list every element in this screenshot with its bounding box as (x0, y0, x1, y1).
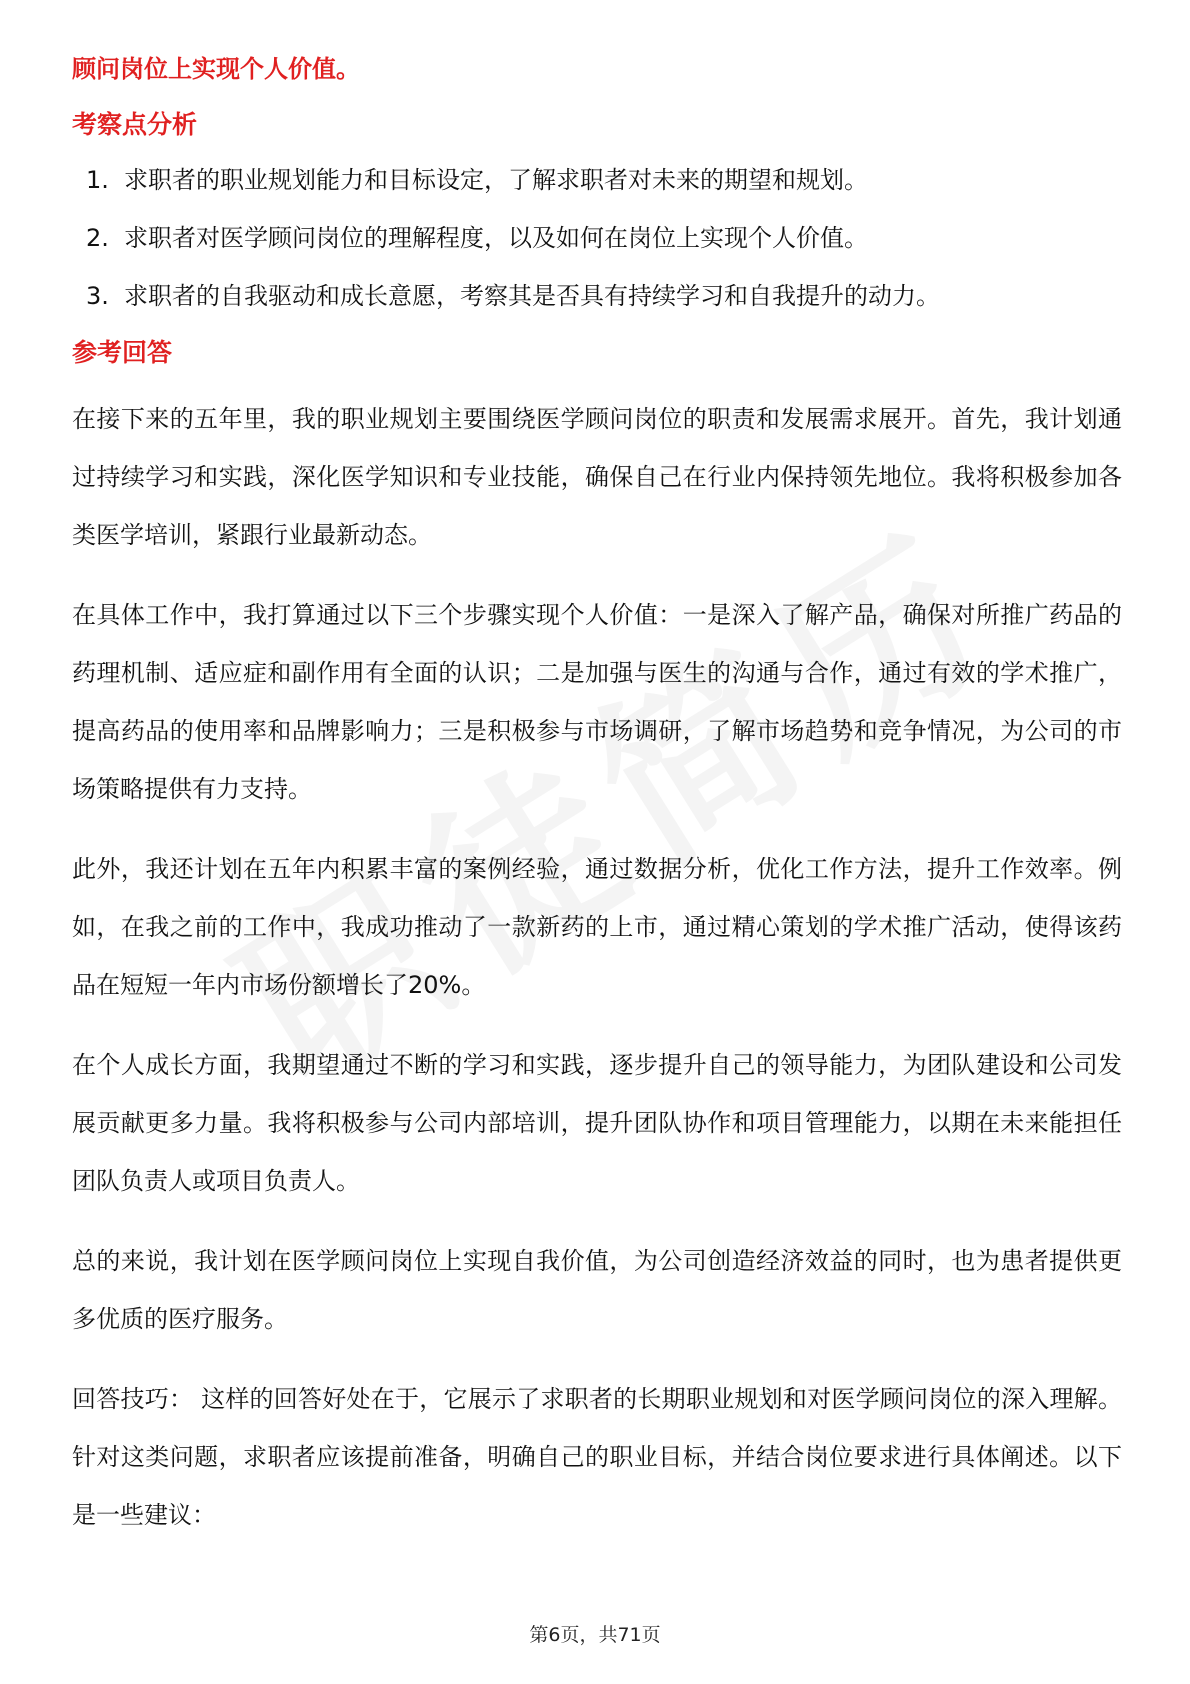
paragraph: 回答技巧： 这样的回答好处在于，它展示了求职者的长期职业规划和对医学顾问岗位的深入理解。针对这类问题，求职者应该提前准备，明确自己的职业目标，并结合岗位要求进行具体阐述。以下是一些建议： (72, 1385, 1122, 1529)
page-content (72, 52, 1122, 1566)
list-number: 3. (86, 282, 109, 310)
paragraph: 在接下来的五年里，我的职业规划主要围绕医学顾问岗位的职责和发展需求展开。首先，我计划通过持续学习和实践，深化医学知识和专业技能，确保自己在行业内保持领先地位。我将积极参加各类医学培训，紧跟行业最新动态。 (72, 405, 1122, 549)
list-item (72, 162, 1122, 198)
paragraph: 在具体工作中，我打算通过以下三个步骤实现个人价值：一是深入了解产品，确保对所推广药品的药理机制、适应症和副作用有全面的认识；二是加强与医生的沟通与合作，通过有效的学术推广，提高药品的使用率和品牌影响力；三是积极参与市场调研，了解市场趋势和竞争情况，为公司的市场策略提供有力支持。 (72, 601, 1122, 803)
list-item (72, 220, 1122, 256)
page-number: 第6页，共71页 (529, 1624, 661, 1646)
paragraph: 此外，我还计划在五年内积累丰富的案例经验，通过数据分析，优化工作方法，提升工作效率。例如，在我之前的工作中，我成功推动了一款新药的上市，通过精心策划的学术推广活动，使得该药品在短短一年内市场份额增长了20%。 (72, 855, 1122, 999)
list-text: 求职者对医学顾问岗位的理解程度，以及如何在岗位上实现个人价值。 (124, 224, 868, 252)
section-heading-analysis: 考察点分析 (72, 110, 198, 139)
list-number: 2. (86, 224, 109, 252)
continued-text: 顾问岗位上实现个人价值。 (72, 55, 360, 83)
list-item (72, 278, 1122, 314)
paragraph: 总的来说，我计划在医学顾问岗位上实现自我价值，为公司创造经济效益的同时，也为患者提供更多优质的医疗服务。 (72, 1247, 1122, 1333)
paragraph: 在个人成长方面，我期望通过不断的学习和实践，逐步提升自己的领导能力，为团队建设和公司发展贡献更多力量。我将积极参与公司内部培训，提升团队协作和项目管理能力，以期在未来能担任团队负责人或项目负责人。 (72, 1051, 1122, 1195)
list-number: 1. (86, 166, 109, 194)
list-text: 求职者的自我驱动和成长意愿，考察其是否具有持续学习和自我提升的动力。 (124, 282, 940, 310)
list-text: 求职者的职业规划能力和目标设定，了解求职者对未来的期望和规划。 (124, 166, 868, 194)
section-heading-answer: 参考回答 (72, 338, 173, 367)
analysis-list (72, 162, 1122, 314)
